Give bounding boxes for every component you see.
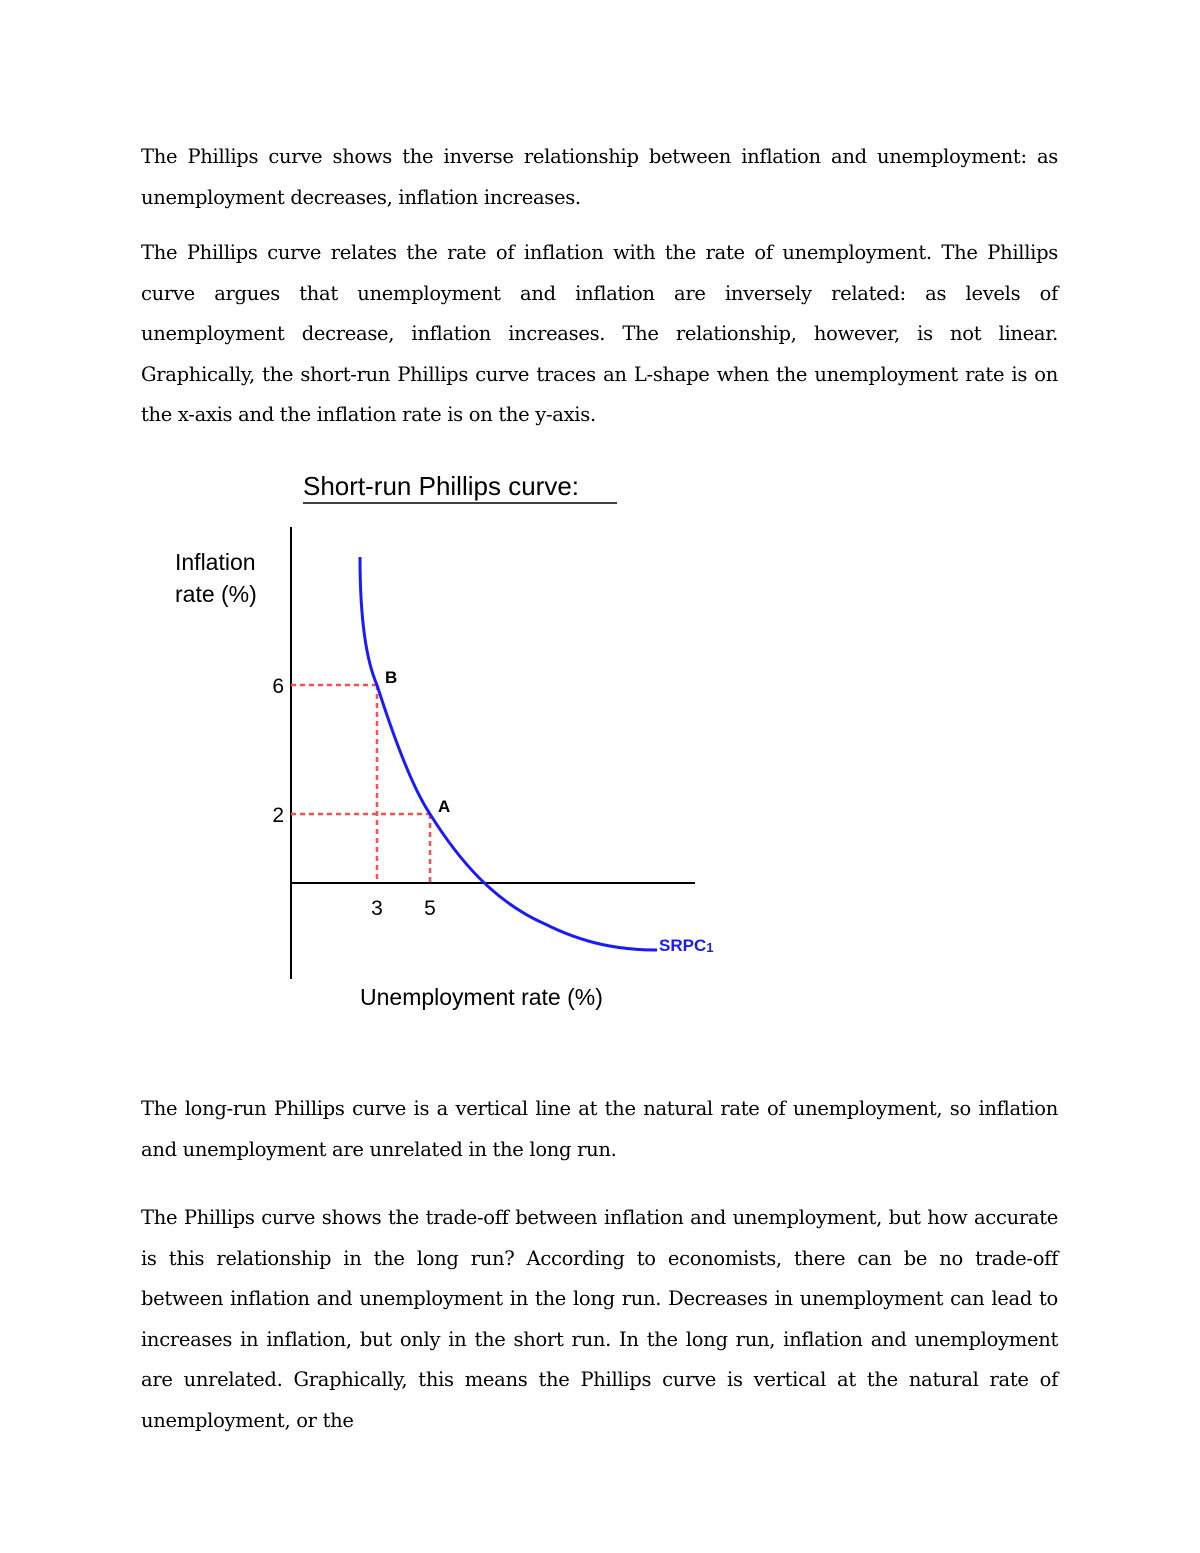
srpc-label-main: SRPC xyxy=(659,936,707,955)
x-axis-label: Unemployment rate (%) xyxy=(360,984,603,1010)
x-tick-label-3: 3 xyxy=(371,897,383,920)
paragraph-long-run: The long-run Phillips curve is a vertical line at the natural rate of unemployment, so inflation and unemployment are unrelated in the long run. xyxy=(141,1097,1058,1161)
y-tick-label-2: 2 xyxy=(272,804,284,827)
x-tick-label-5: 5 xyxy=(424,897,436,920)
srpc-curve xyxy=(360,557,657,950)
paragraph-trade-off: The Phillips curve shows the trade-off between inflation and unemployment, but how accurate is this relationship in the long run? According to economists, there can be no trade-off between inflation and unemployment in the long run. Decreases in unemployment can lead to increases in inflation, but only in the short run. In the long run, inflation and unemployment are unrelated. Graphically, this means the Phillips curve is vertical at the natural rate of unemployment, or the xyxy=(141,1206,1058,1432)
point-label-a: A xyxy=(438,797,451,816)
srpc-label-subscript: 1 xyxy=(706,940,714,955)
srpc-label xyxy=(659,936,713,955)
phillips-curve-figure xyxy=(160,462,760,1022)
y-tick-label-6: 6 xyxy=(272,675,284,698)
y-axis-label-line2: rate (%) xyxy=(175,581,257,607)
point-guide-lines xyxy=(291,685,430,883)
y-axis-label-line1: Inflation xyxy=(175,549,256,575)
phillips-curve-chart xyxy=(160,462,760,1022)
chart-title: Short-run Phillips curve: xyxy=(303,471,579,501)
paragraph-intro: The Phillips curve shows the inverse relationship between inflation and unemployment: as unemployment decreases, inflation increases. xyxy=(141,145,1058,209)
paragraph-definition: The Phillips curve relates the rate of inflation with the rate of unemployment. The Phillips curve argues that unemployment and inflation are inversely related: as levels of unemployment decrease, inflation increases. The relationship, however, is not linear. Graphically, the short-run Phillips curve traces an L-shape when the unemployment rate is on the x-axis and the inflation rate is on the y-axis. xyxy=(141,241,1058,426)
point-label-b: B xyxy=(385,668,398,687)
